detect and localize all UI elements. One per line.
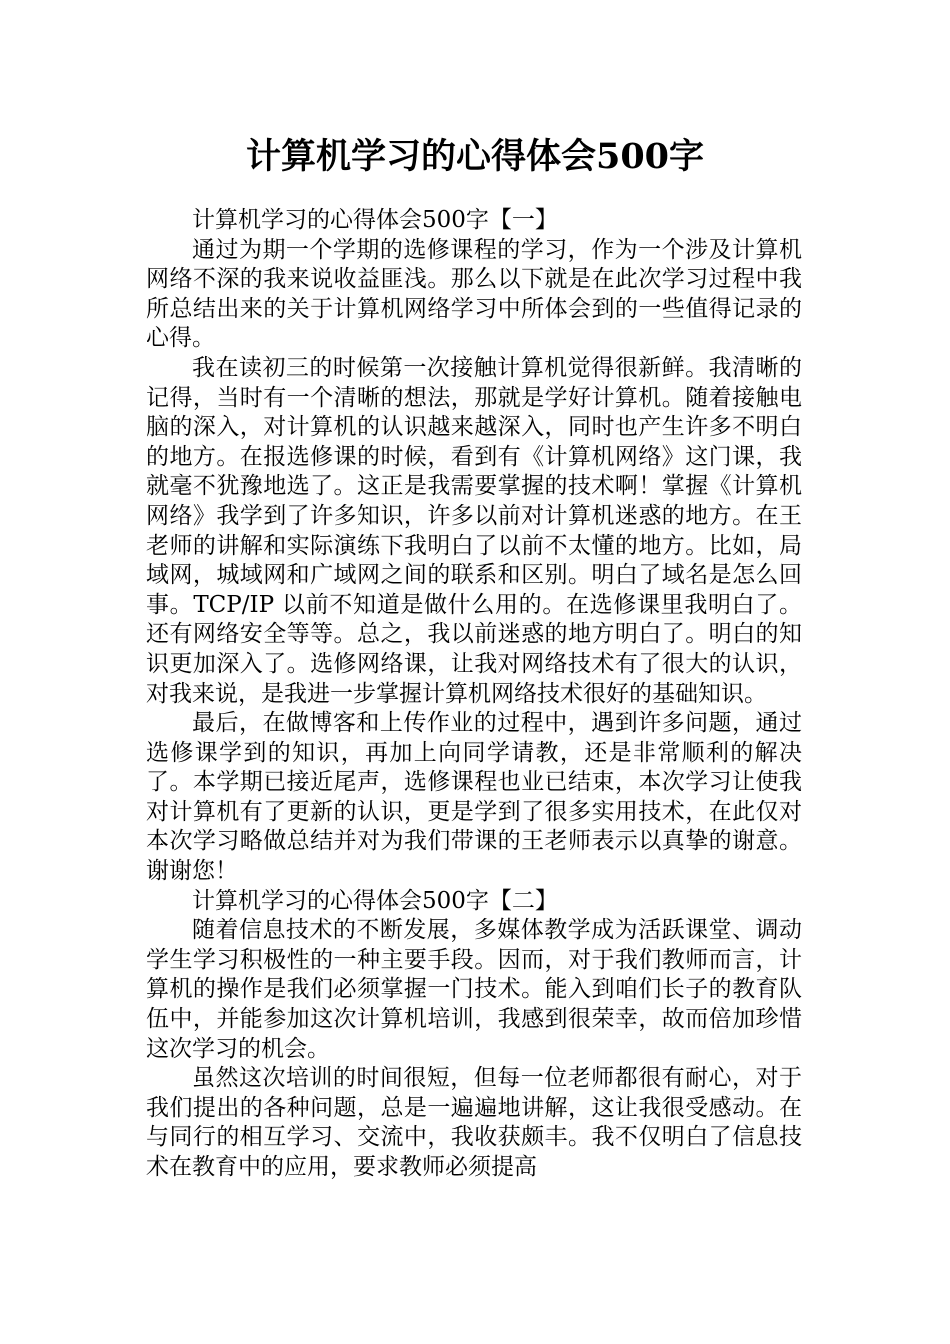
section-heading-2: 计算机学习的心得体会500字【二】 [192,887,558,914]
paragraph: 我在读初三的时候第一次接触计算机觉得很新鲜。我清晰的记得，当时有一个清晰的想法，那就是学好计算机。随着接触电脑的深入，对计算机的认识越来越深入，同时也产生许多不明白的地方。在报选修课的时候，看到有《计算机网络》这门课，我就毫不犹豫地选了。这正是我需要掌握的技术啊！掌握《计算机网络》我学到了许多知识，许多以前对计算机迷惑的地方。在王老师的讲解和实际演练下我明白了以前不太懂的地方。比如，局域网，城域网和广域网之间的联系和区别。明白了域名是怎么回事。TCP/IP 以前不知道是做什么用的。在选修课里我明白了。还有网络安全等等。总之，我以前迷惑的地方明白了。明白的知识更加深入了。选修网络课，让我对网络技术有了很大的认识，对我来说，是我进一步掌握计算机网络技术很好的基础知识。 [146,354,802,707]
paragraph: 虽然这次培训的时间很短，但每一位老师都很有耐心，对于我们提出的各种问题，总是一遍遍地讲解，这让我很受感动。在与同行的相互学习、交流中，我收获颇丰。我不仅明白了信息技术在教育中的应用，要求教师必须提高 [146,1065,802,1180]
paragraph: 随着信息技术的不断发展，多媒体教学成为活跃课堂、调动学生学习积极性的一种主要手段。因而，对于我们教师而言，计算机的操作是我们必须掌握一门技术。能入到咱们长子的教育队伍中，并能参加这次计算机培训，我感到很荣幸，故而倍加珍惜这次学习的机会。 [146,917,802,1062]
paragraph: 最后，在做博客和上传作业的过程中，遇到许多问题，通过选修课学到的知识，再加上向同学请教，还是非常顺利的解决了。本学期已接近尾声，选修课程也业已结束，本次学习让使我对计算机有了更新的认识，更是学到了很多实用技术，在此仅对本次学习略做总结并对为我们带课的王老师表示以真挚的谢意。谢谢您！ [146,710,802,885]
paragraph: 通过为期一个学期的选修课程的学习，作为一个涉及计算机网络不深的我来说收益匪浅。那么以下就是在此次学习过程中我所总结出来的关于计算机网络学习中所体会到的一些值得记录的心得。 [146,236,802,352]
page-title: 计算机学习的心得体会500字 [245,136,705,177]
document-body [146,206,802,1183]
section-heading-1: 计算机学习的心得体会500字【一】 [192,207,558,233]
